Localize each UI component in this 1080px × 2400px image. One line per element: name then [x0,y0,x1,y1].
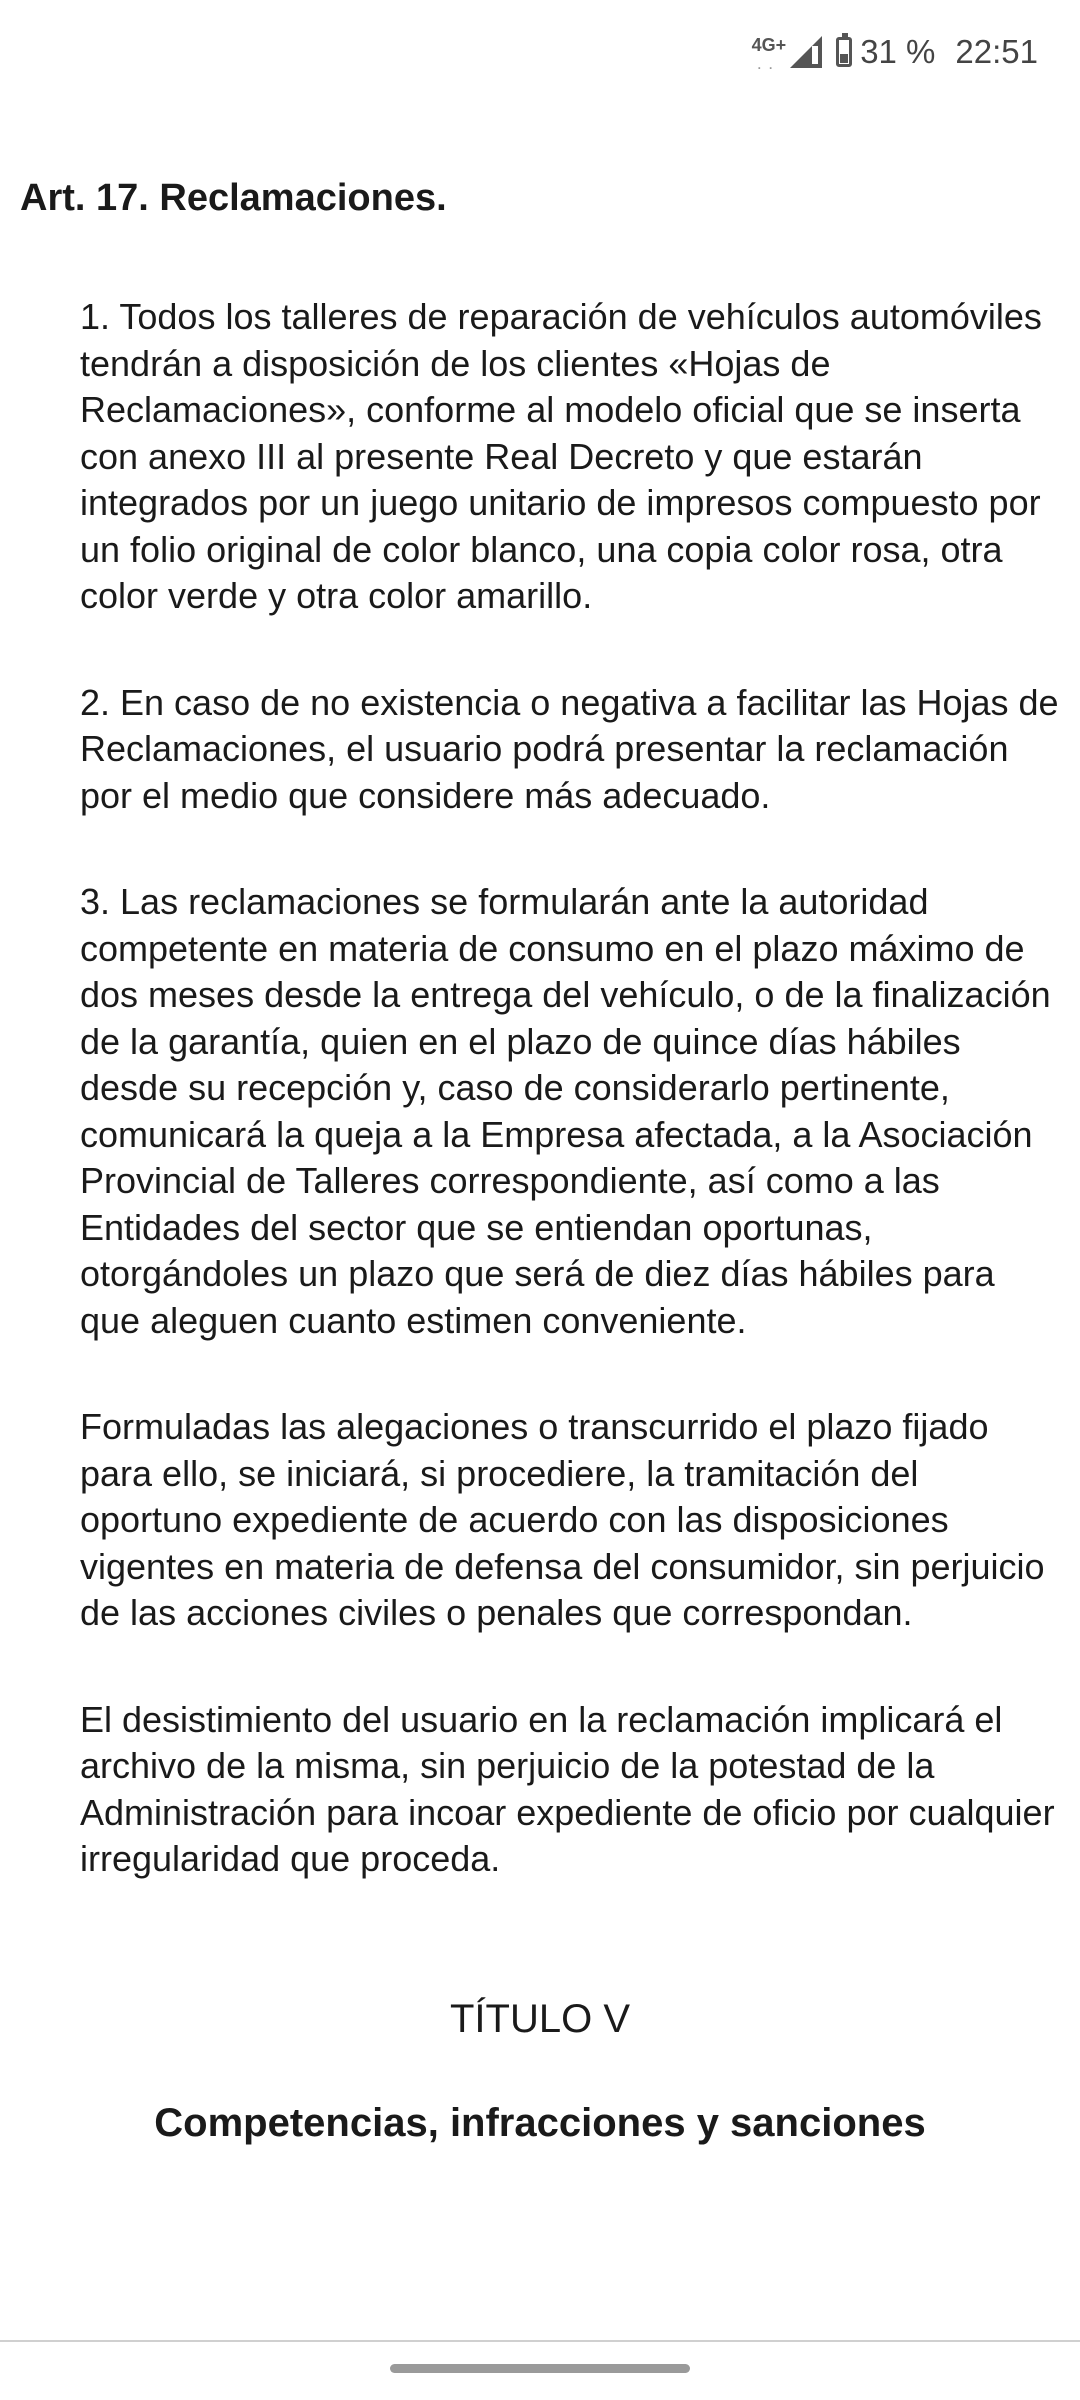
paragraph-5: El desistimiento del usuario en la reclamación implicará el archivo de la misma, sin perjuicio de la potestad de la Administración para incoar expediente de oficio por cualquier irregularidad que proceda. [80,1698,1055,1879]
paragraph-2: 2. En caso de no existencia o negativa a facilitar las Hojas de Reclamaciones, el usuario podrá presentar la reclamación por el medio que considere más adecuado. [80,681,1059,816]
article-body [0,294,1080,1883]
home-indicator[interactable] [390,2364,690,2373]
article-title: Art. 17. Reclamaciones. [20,177,447,219]
bottom-divider [0,2340,1080,2342]
paragraph-1: 1. Todos los talleres de reparación de vehículos automóviles tendrán a disposición de los clientes «Hojas de Reclamaciones», conforme al modelo oficial que se inserta con anexo III al presente Real Decreto y que estarán integrados por un juego unitario de impresos compuesto por un folio original de color blanco, una copia color rosa, otra color verde y otra color amarillo. [80,296,1042,616]
signal-icon [790,36,822,68]
network-type: 4G+ · · [751,34,787,75]
document-content [0,160,1080,2153]
clock: 22:51 [955,33,1038,70]
section-subtitle: Competencias, infracciones y sanciones [154,2100,926,2145]
paragraph-3: 3. Las reclamaciones se formularán ante la autoridad competente en materia de consumo en el plazo máximo de dos meses desde la entrega del vehículo, o de la finalización de la garantía, quien en el plazo de quince días hábiles desde su recepción y, caso de considerarlo pertinente, comunicará la queja a la Empresa afectada, a la Asociación Provincial de Talleres correspondiente, así como a las Entidades del sector que se entiendan oportunas, otorgándoles un plazo que será de diez días hábiles para que aleguen cuanto estimen conveniente. [80,881,1051,1341]
battery-percentage: 31 % [860,33,936,70]
section-title: TÍTULO V [449,1996,631,2041]
paragraph-4: Formuladas las alegaciones o transcurrido el plazo fijado para ello, se iniciará, si procediere, la tramitación del oportuno expediente de acuerdo con las disposiciones vigentes en materia de defensa del consumidor, sin perjuicio de las acciones civiles o penales que correspondan. [80,1406,1045,1633]
battery-icon [836,37,852,67]
status-bar [0,0,1080,104]
